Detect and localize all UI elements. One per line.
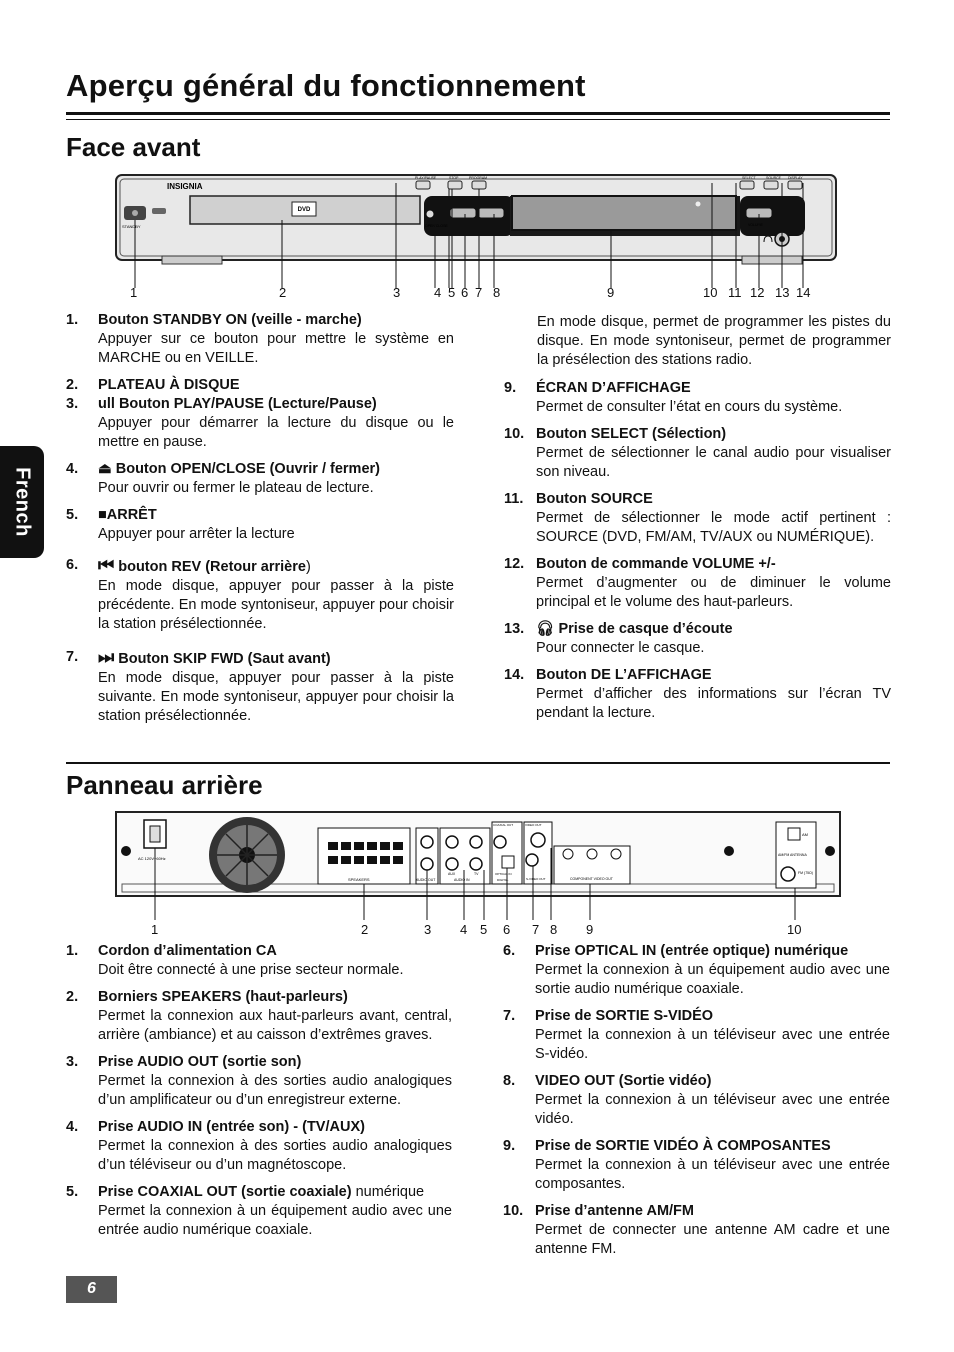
item-description: Permet d’afficher des informations sur l’écran TV pendant la lecture. — [536, 686, 891, 721]
item-number: 9. — [503, 1138, 516, 1154]
item-heading: Bouton SELECT (Sélection) — [536, 426, 727, 442]
item-description: Permet de sélectionner le mode actif pertinent : SOURCE (DVD, FM/AM, TV/AUX ou NUMÉRIQUE). — [536, 510, 891, 545]
item-heading: Bouton SOURCE — [536, 491, 653, 507]
brand-text: INSIGNIA — [167, 182, 203, 191]
item-description: Permet d’augmenter ou de diminuer le volume principal et le volume des haut-parleurs. — [536, 575, 891, 610]
program-label: PROGRAM — [469, 176, 488, 180]
standby-label: STANDBY — [122, 224, 141, 229]
item-number: 2. — [66, 989, 79, 1005]
front-item-13 — [504, 620, 891, 658]
headphone-icon: 🎧︎ — [536, 621, 555, 637]
display-label: DISPLAY — [788, 176, 803, 180]
front-callout-5: 5 — [448, 285, 456, 300]
front-callout-7: 7 — [475, 285, 483, 300]
svideo-out-label: S-VIDEO OUT — [526, 877, 546, 881]
item-description: Permet la connexion à un téléviseur avec une entrée S-vidéo. — [535, 1027, 890, 1062]
am-fm-label: AM/FM ANTENNA — [778, 853, 807, 857]
rear-item-1 — [66, 942, 452, 980]
language-tab — [0, 446, 44, 558]
item-description: Permet la connexion à des sorties audio analogiques d’un téléviseur ou d’un magnétoscope. — [98, 1138, 452, 1173]
coaxial-out-label: COAXIAL OUT — [493, 823, 514, 827]
rear-callout-6: 6 — [503, 922, 511, 937]
language-tab-label: French — [11, 467, 34, 537]
rear-callout-4: 4 — [460, 922, 468, 937]
item-description: Permet la connexion aux haut-parleurs avant, central, arrière (ambiance) et au caisson d’extrêmes graves. — [98, 1008, 452, 1043]
item-number: 11. — [504, 491, 524, 507]
item-number: 2. — [66, 377, 79, 393]
item-number: 3. — [66, 396, 79, 412]
item-number: 12. — [504, 556, 525, 572]
play-pause-label: PLAY/PAUSE — [415, 176, 437, 180]
rear-list-right — [503, 942, 890, 1267]
front-item-7 — [66, 648, 454, 726]
item-heading: ull Bouton PLAY/PAUSE (Lecture/Pause) — [98, 396, 377, 412]
item-heading: Bouton DE L’AFFICHAGE — [536, 667, 712, 683]
item-description: Doit être connecté à une prise secteur normale. — [98, 962, 404, 978]
title-rule — [66, 112, 890, 115]
volume-label: VOLUME — [748, 223, 763, 227]
item-heading: Prise de casque d’écoute — [558, 621, 733, 637]
front-callout-10: 10 — [703, 285, 718, 300]
item-number: 14. — [504, 667, 525, 683]
source-label: SOURCE — [766, 176, 781, 180]
item-heading: Prise de SORTIE S-VIDÉO — [535, 1008, 714, 1024]
item-description: Permet de sélectionner le canal audio pour visualiser son niveau. — [536, 445, 891, 480]
item-number: 1. — [66, 312, 79, 328]
rear-item-5 — [66, 1183, 452, 1240]
rear-callout-8: 8 — [550, 922, 558, 937]
audio-in-label: AUDIO IN — [454, 878, 470, 882]
item-number: 4. — [66, 461, 79, 477]
front-callout-8: 8 — [493, 285, 501, 300]
item-description: Appuyer pour arrêter la lecture — [98, 526, 295, 542]
item-heading: Bouton SKIP FWD (Saut avant) — [118, 651, 331, 667]
item-heading: Prise AUDIO OUT (sortie son) — [98, 1054, 302, 1070]
select-label: SELECT — [742, 176, 756, 180]
front-callout-6: 6 — [461, 285, 469, 300]
front-item-11 — [504, 490, 891, 547]
item-heading: Bouton STANDBY ON (veille - marche) — [98, 312, 362, 328]
item-heading: Cordon d’alimentation CA — [98, 943, 277, 959]
page-title: Aperçu général du fonctionnement — [66, 68, 586, 103]
item-number: 8. — [503, 1073, 516, 1089]
item-heading: PLATEAU À DISQUE — [98, 377, 240, 393]
speakers-label: SPEAKERS — [348, 877, 370, 882]
digital-label: DIGITAL — [497, 878, 509, 882]
page-number: 6 — [66, 1276, 117, 1303]
rear-item-9 — [503, 1137, 890, 1194]
front-item-1 — [66, 311, 454, 368]
item-description: Permet la connexion à un équipement audio avec une entrée audio numérique coaxiale. — [98, 1203, 452, 1238]
title-rule-thin — [66, 119, 890, 120]
item-number: 1. — [66, 943, 79, 959]
aux-label: AUX — [448, 872, 456, 876]
rear-callout-10: 10 — [787, 922, 802, 937]
front-item-14 — [504, 666, 891, 723]
component-label: COMPONENT VIDEO OUT — [570, 877, 613, 881]
rear-rule — [66, 762, 890, 764]
audio-out-label: AUDIO OUT — [416, 878, 436, 882]
front-list-left — [66, 311, 454, 734]
front-item-2 — [66, 376, 454, 395]
rear-item-4 — [66, 1118, 452, 1175]
item-number: 7. — [66, 649, 79, 665]
item-heading: Prise COAXIAL OUT (sortie coaxiale) — [98, 1184, 352, 1200]
rear-item-6 — [503, 942, 890, 999]
front-item-6 — [66, 556, 454, 634]
item-description: En mode disque, appuyer pour passer à la piste suivante. En mode syntoniseur, appuyer pour choisir la station présélectionnée. — [98, 670, 454, 724]
front-list-right — [504, 313, 891, 731]
rear-item-3 — [66, 1053, 452, 1110]
fm-label: FM (75Ω) — [798, 871, 813, 875]
stop-icon: ■ — [98, 507, 107, 523]
front-heading: Face avant — [66, 132, 201, 162]
rear-list-left — [66, 942, 452, 1248]
item-number: 10. — [504, 426, 525, 442]
item-heading: Borniers SPEAKERS (haut-parleurs) — [98, 989, 348, 1005]
rear-panel-diagram — [112, 808, 847, 923]
ac-label: AC 120V~60Hz — [138, 856, 166, 861]
front-callout-12: 12 — [750, 285, 765, 300]
eject-icon: ⏏ — [98, 461, 112, 477]
front-callout-9: 9 — [607, 285, 615, 300]
skip-forward-icon: ⏭ — [98, 647, 115, 667]
front-callout-3: 3 — [393, 285, 401, 300]
skip-back-icon: ⏮ — [98, 555, 115, 575]
item-number: 4. — [66, 1119, 79, 1135]
item-heading-suffix: numérique — [351, 1184, 425, 1200]
rear-heading: Panneau arrière — [66, 770, 263, 800]
tv-label: TV — [474, 872, 479, 876]
front-item-9 — [504, 379, 891, 417]
item-description: Permet la connexion à des sorties audio analogiques d’un amplificateur ou d’un enregistreur externe. — [98, 1073, 452, 1108]
open-close-label: OPEN/CLOSE — [425, 224, 448, 228]
item-description: Permet la connexion à un téléviseur avec une entrée vidéo. — [535, 1092, 890, 1127]
front-callout-14: 14 — [796, 285, 811, 300]
item-description: Pour connecter le casque. — [536, 640, 705, 656]
rear-callout-3: 3 — [424, 922, 432, 937]
rear-item-7 — [503, 1007, 890, 1064]
front-item-3 — [66, 395, 454, 452]
item-heading: VIDEO OUT (Sortie vidéo) — [535, 1073, 712, 1089]
rear-callout-7: 7 — [532, 922, 540, 937]
item-heading: Prise d’antenne AM/FM — [535, 1203, 694, 1219]
optical-in-label: OPTICAL IN — [495, 872, 512, 876]
item-heading: Prise OPTICAL IN (entrée optique) numérique — [535, 943, 849, 959]
item-number: 5. — [66, 1184, 79, 1200]
item-description: Permet de connecter une antenne AM cadre et une antenne FM. — [535, 1222, 890, 1257]
rear-callout-9: 9 — [586, 922, 594, 937]
item-number: 13. — [504, 621, 525, 637]
item-heading: Prise AUDIO IN (entrée son) - (TV/AUX) — [98, 1119, 365, 1135]
item-number: 7. — [503, 1008, 516, 1024]
item-heading: Bouton OPEN/CLOSE (Ouvrir / fermer) — [115, 461, 380, 477]
item-heading: Prise de SORTIE VIDÉO À COMPOSANTES — [535, 1138, 831, 1154]
item-description: Permet la connexion à un équipement audio avec une sortie audio numérique coaxiale. — [535, 962, 890, 997]
item-description: Permet la connexion à un téléviseur avec une entrée composantes. — [535, 1157, 890, 1192]
front-callout-2: 2 — [279, 285, 287, 300]
rear-item-2 — [66, 988, 452, 1045]
item-8-description: En mode disque, permet de programmer les pistes du disque. En mode syntoniseur, permet de programmer la présélection des stations radio. — [537, 314, 891, 368]
item-description: En mode disque, appuyer pour passer à la piste précédente. En mode syntoniseur, appuyer pour choisir la station présélectionnée. — [98, 578, 454, 632]
item-number: 9. — [504, 380, 517, 396]
item-description: Permet de consulter l’état en cours du système. — [536, 399, 843, 415]
item-heading: ÉCRAN D’AFFICHAGE — [536, 380, 691, 396]
video-out-label: VIDEO OUT — [525, 823, 542, 827]
item-heading: bouton REV (Retour arrière — [118, 559, 306, 575]
item-heading: Bouton de commande VOLUME +/- — [536, 556, 776, 572]
rear-item-10 — [503, 1202, 890, 1259]
item-number: 6. — [66, 557, 79, 573]
item-number: 10. — [503, 1203, 524, 1219]
item-number: 3. — [66, 1054, 79, 1070]
item-heading-end: ) — [305, 559, 311, 575]
rear-callout-1: 1 — [151, 922, 159, 937]
item-description: Appuyer sur ce bouton pour mettre le système en MARCHE ou en VEILLE. — [98, 331, 454, 366]
front-callout-4: 4 — [434, 285, 442, 300]
front-callout-11: 11 — [728, 285, 742, 300]
rear-item-8 — [503, 1072, 890, 1129]
item-number: 5. — [66, 507, 79, 523]
rear-callout-5: 5 — [480, 922, 488, 937]
front-callout-1: 1 — [130, 285, 138, 300]
dvd-logo: DVD — [297, 207, 311, 213]
stop-label: STOP — [449, 176, 459, 180]
item-description: Appuyer pour démarrer la lecture du disque ou le mettre en pause. — [98, 415, 454, 450]
front-callout-13: 13 — [775, 285, 790, 300]
front-item-5 — [66, 506, 454, 544]
item-number: 6. — [503, 943, 516, 959]
am-label: AM — [802, 832, 808, 837]
rear-callout-2: 2 — [361, 922, 369, 937]
front-item-12 — [504, 555, 891, 612]
item-description: Pour ouvrir ou fermer le plateau de lecture. — [98, 480, 374, 496]
front-item-10 — [504, 425, 891, 482]
item-heading: ARRÊT — [106, 507, 157, 523]
front-item-4 — [66, 460, 454, 498]
